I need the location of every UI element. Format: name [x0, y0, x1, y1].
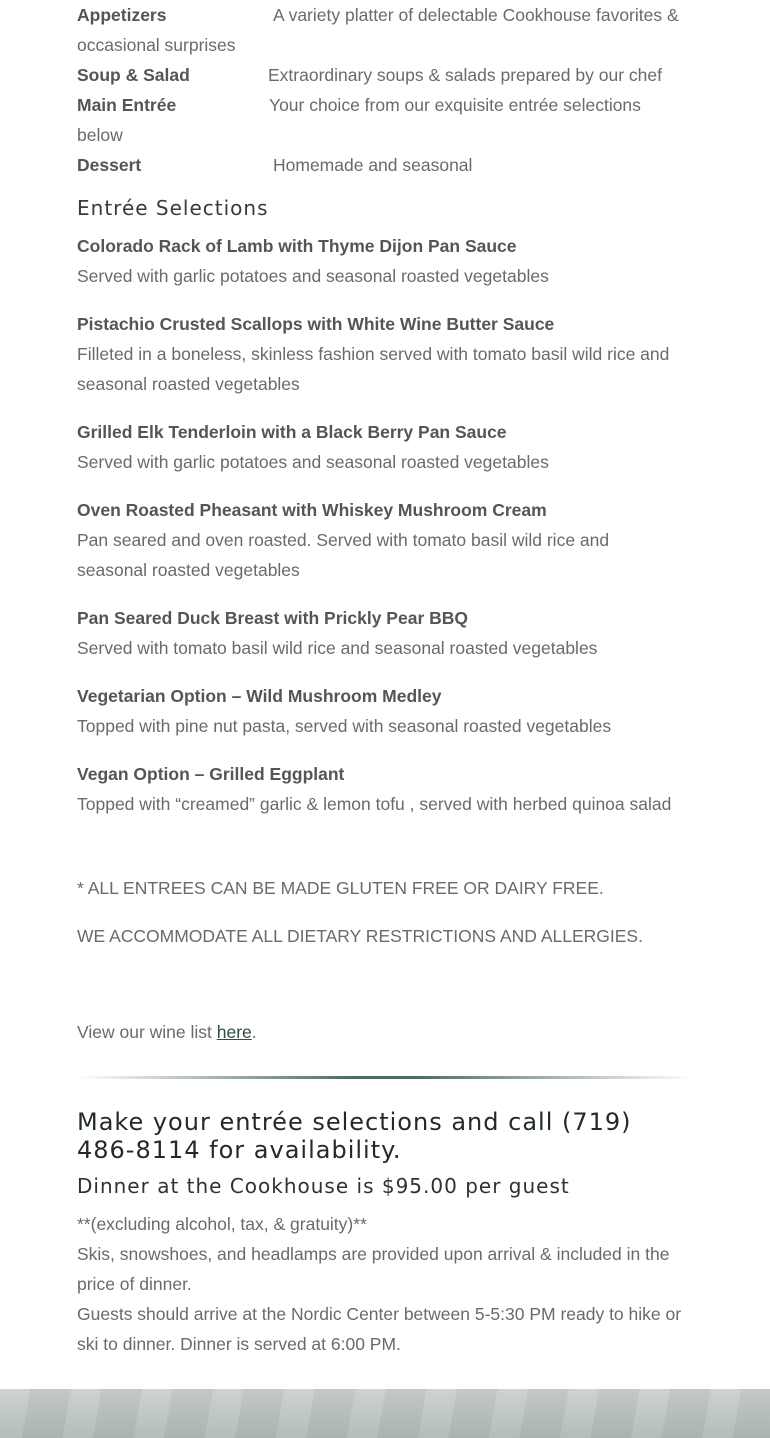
entree-name: Grilled Elk Tenderloin with a Black Berry Pan Sauce: [77, 422, 507, 442]
equipment-included: Skis, snowshoes, and headlamps are provided upon arrival & included in the price of dinner.: [77, 1244, 670, 1294]
wine-list-prefix: View our wine list: [77, 1022, 217, 1042]
course-name: Dessert: [77, 155, 142, 175]
course-dessert: [77, 150, 693, 180]
course-description-continued: below: [77, 125, 123, 145]
course-list: [77, 0, 693, 180]
course-description: Your choice from our exquisite entrée selections: [269, 95, 641, 115]
entree-description: Topped with pine nut pasta, served with seasonal roasted vegetables: [77, 716, 612, 736]
entree-name: Pistachio Crusted Scallops with White Wine Butter Sauce: [77, 314, 555, 334]
section-divider: [77, 1076, 693, 1079]
dietary-note: WE ACCOMMODATE ALL DIETARY RESTRICTIONS AND ALLERGIES.: [77, 926, 643, 946]
course-name: Soup & Salad: [77, 65, 190, 85]
entree-item: [77, 603, 697, 663]
entree-description: Served with garlic potatoes and seasonal roasted vegetables: [77, 452, 549, 472]
price-heading: Dinner at the Cookhouse is $95.00 per guest: [77, 1174, 570, 1198]
entree-description: Topped with “creamed” garlic & lemon tofu , served with herbed quinoa salad: [77, 794, 672, 814]
entree-description: Pan seared and oven roasted. Served with tomato basil wild rice and seasonal roasted vegetables: [77, 530, 610, 580]
course-description-continued: occasional surprises: [77, 35, 236, 55]
entree-item: [77, 495, 637, 585]
call-to-action-heading: Make your entrée selections and call (719) 486-8114 for availability.: [77, 1108, 632, 1164]
course-appetizers: [77, 0, 693, 60]
entree-description: Served with tomato basil wild rice and seasonal roasted vegetables: [77, 638, 598, 658]
entree-section-title: Entrée Selections: [77, 196, 269, 220]
wine-list-suffix: .: [251, 1022, 257, 1042]
course-name: Appetizers: [77, 5, 167, 25]
entree-name: Oven Roasted Pheasant with Whiskey Mushroom Cream: [77, 500, 547, 520]
course-name: Main Entrée: [77, 95, 177, 115]
course-description: Homemade and seasonal: [273, 155, 473, 175]
course-soup-salad: [77, 60, 693, 90]
arrival-instructions: Guests should arrive at the Nordic Center between 5-5:30 PM ready to hike or ski to dinner. Dinner is served at 6:00 PM.: [77, 1304, 682, 1354]
entree-name: Colorado Rack of Lamb with Thyme Dijon Pan Sauce: [77, 236, 517, 256]
entree-description: Filleted in a boneless, skinless fashion served with tomato basil wild rice and seasonal roasted vegetables: [77, 344, 670, 394]
price-exclusions: **(excluding alcohol, tax, & gratuity)**: [77, 1214, 367, 1234]
entree-name: Vegetarian Option – Wild Mushroom Medley: [77, 686, 442, 706]
entree-item: [77, 231, 697, 291]
entree-item: [77, 309, 697, 399]
wine-list-line: [77, 1017, 257, 1047]
course-description: A variety platter of delectable Cookhouse favorites &: [273, 5, 679, 25]
footer-background-image: [0, 1389, 770, 1438]
entree-name: Vegan Option – Grilled Eggplant: [77, 764, 345, 784]
course-main-entree: [77, 90, 693, 150]
entree-item: [77, 759, 717, 819]
course-description: Extraordinary soups & salads prepared by our chef: [268, 65, 662, 85]
menu-content: [77, 0, 693, 1354]
gluten-free-note: * ALL ENTREES CAN BE MADE GLUTEN FREE OR DAIRY FREE.: [77, 878, 604, 898]
entree-item: [77, 417, 697, 477]
entree-item: [77, 681, 697, 741]
entree-name: Pan Seared Duck Breast with Prickly Pear BBQ: [77, 608, 468, 628]
wine-list-link[interactable]: here: [216, 1022, 252, 1042]
dinner-info: [77, 1209, 693, 1359]
entree-description: Served with garlic potatoes and seasonal roasted vegetables: [77, 266, 549, 286]
